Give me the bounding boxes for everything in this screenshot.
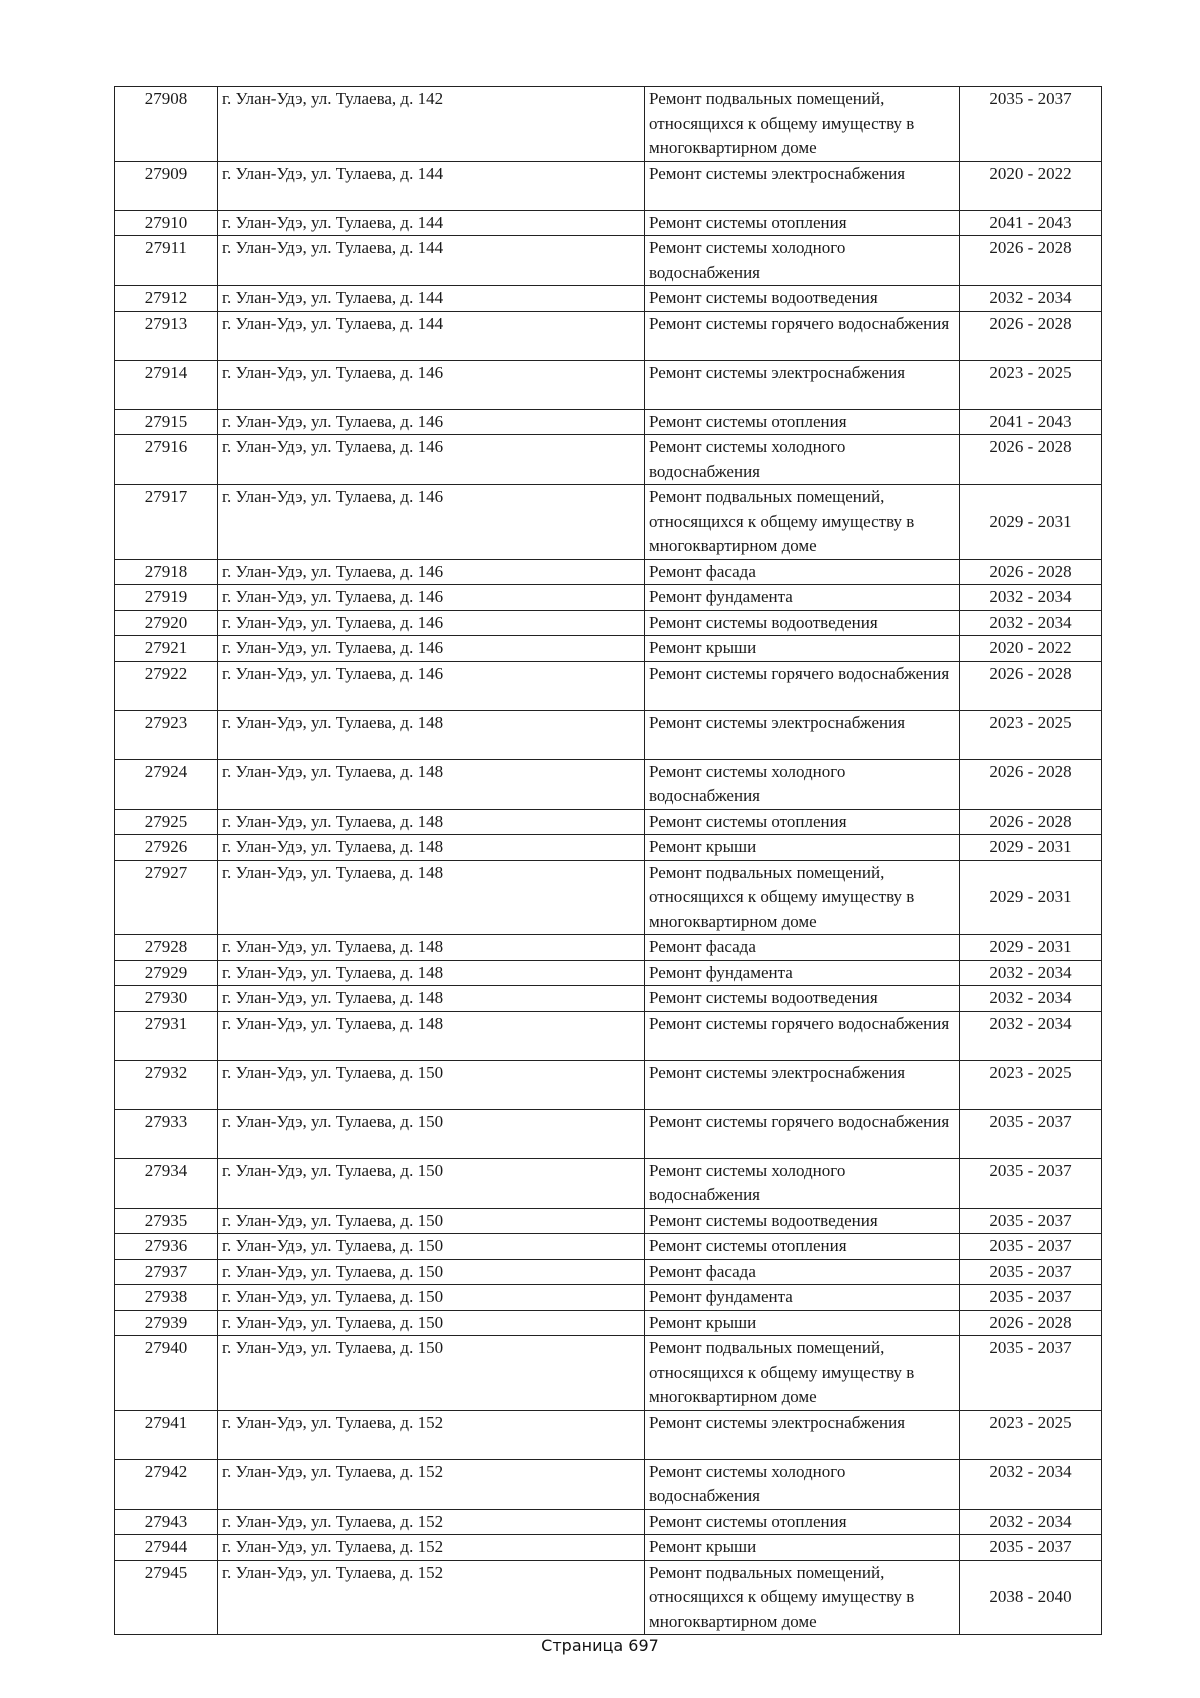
row-address: г. Улан-Удэ, ул. Тулаева, д. 150	[218, 1060, 645, 1109]
row-work-type: Ремонт системы холодного водоснабжения	[645, 759, 960, 809]
table-row	[115, 1336, 1102, 1411]
row-address: г. Улан-Удэ, ул. Тулаева, д. 144	[218, 311, 645, 360]
row-number: 27938	[115, 1285, 218, 1311]
row-number: 27935	[115, 1208, 218, 1234]
row-period: 2032 - 2034	[960, 1011, 1102, 1060]
row-work-type: Ремонт крыши	[645, 636, 960, 662]
table-row	[115, 860, 1102, 935]
row-address: г. Улан-Удэ, ул. Тулаева, д. 152	[218, 1560, 645, 1635]
table-row	[115, 636, 1102, 662]
row-number: 27933	[115, 1109, 218, 1158]
row-period: 2029 - 2031	[960, 935, 1102, 961]
row-period: 2026 - 2028	[960, 809, 1102, 835]
row-period: 2023 - 2025	[960, 1410, 1102, 1459]
table-row	[115, 1410, 1102, 1459]
row-number: 27912	[115, 286, 218, 312]
row-period: 2026 - 2028	[960, 1310, 1102, 1336]
table-row	[115, 1011, 1102, 1060]
table-row	[115, 1208, 1102, 1234]
row-number: 27937	[115, 1259, 218, 1285]
table-row	[115, 1234, 1102, 1260]
table-row	[115, 286, 1102, 312]
row-number: 27932	[115, 1060, 218, 1109]
row-work-type: Ремонт системы электроснабжения	[645, 710, 960, 759]
table-row	[115, 986, 1102, 1012]
row-number: 27909	[115, 161, 218, 210]
row-address: г. Улан-Удэ, ул. Тулаева, д. 148	[218, 1011, 645, 1060]
row-work-type: Ремонт системы отопления	[645, 1509, 960, 1535]
row-address: г. Улан-Удэ, ул. Тулаева, д. 148	[218, 759, 645, 809]
row-address: г. Улан-Удэ, ул. Тулаева, д. 146	[218, 435, 645, 485]
row-address: г. Улан-Удэ, ул. Тулаева, д. 146	[218, 585, 645, 611]
table-row	[115, 835, 1102, 861]
row-period: 2032 - 2034	[960, 986, 1102, 1012]
row-work-type: Ремонт фундамента	[645, 1285, 960, 1311]
row-period: 2020 - 2022	[960, 161, 1102, 210]
row-period: 2041 - 2043	[960, 409, 1102, 435]
row-number: 27917	[115, 485, 218, 560]
row-work-type: Ремонт фасада	[645, 1259, 960, 1285]
row-number: 27941	[115, 1410, 218, 1459]
row-address: г. Улан-Удэ, ул. Тулаева, д. 148	[218, 710, 645, 759]
table-row	[115, 1259, 1102, 1285]
row-period: 2020 - 2022	[960, 636, 1102, 662]
row-number: 27913	[115, 311, 218, 360]
row-number: 27927	[115, 860, 218, 935]
row-number: 27936	[115, 1234, 218, 1260]
row-work-type: Ремонт системы отопления	[645, 1234, 960, 1260]
row-work-type: Ремонт системы электроснабжения	[645, 161, 960, 210]
row-address: г. Улан-Удэ, ул. Тулаева, д. 142	[218, 87, 645, 162]
row-period: 2035 - 2037	[960, 1259, 1102, 1285]
row-work-type: Ремонт подвальных помещений, относящихся к общему имуществу в многоквартирном доме	[645, 860, 960, 935]
row-work-type: Ремонт системы отопления	[645, 809, 960, 835]
row-period: 2029 - 2031	[960, 485, 1102, 560]
row-work-type: Ремонт фундамента	[645, 960, 960, 986]
row-period: 2026 - 2028	[960, 435, 1102, 485]
row-number: 27922	[115, 661, 218, 710]
row-number: 27930	[115, 986, 218, 1012]
row-period: 2032 - 2034	[960, 610, 1102, 636]
row-number: 27923	[115, 710, 218, 759]
row-period: 2023 - 2025	[960, 710, 1102, 759]
row-address: г. Улан-Удэ, ул. Тулаева, д. 144	[218, 161, 645, 210]
table-row	[115, 1310, 1102, 1336]
row-work-type: Ремонт крыши	[645, 1535, 960, 1561]
row-address: г. Улан-Удэ, ул. Тулаева, д. 150	[218, 1208, 645, 1234]
row-number: 27914	[115, 360, 218, 409]
row-address: г. Улан-Удэ, ул. Тулаева, д. 150	[218, 1285, 645, 1311]
row-work-type: Ремонт фундамента	[645, 585, 960, 611]
row-number: 27945	[115, 1560, 218, 1635]
table-row	[115, 1535, 1102, 1561]
row-address: г. Улан-Удэ, ул. Тулаева, д. 146	[218, 559, 645, 585]
row-address: г. Улан-Удэ, ул. Тулаева, д. 150	[218, 1109, 645, 1158]
row-work-type: Ремонт системы горячего водоснабжения	[645, 1109, 960, 1158]
row-period: 2032 - 2034	[960, 1459, 1102, 1509]
row-number: 27915	[115, 409, 218, 435]
row-number: 27916	[115, 435, 218, 485]
row-number: 27911	[115, 236, 218, 286]
row-number: 27920	[115, 610, 218, 636]
row-period: 2035 - 2037	[960, 1285, 1102, 1311]
row-period: 2032 - 2034	[960, 585, 1102, 611]
row-number: 27934	[115, 1158, 218, 1208]
row-work-type: Ремонт крыши	[645, 1310, 960, 1336]
row-period: 2035 - 2037	[960, 1336, 1102, 1411]
row-number: 27926	[115, 835, 218, 861]
row-address: г. Улан-Удэ, ул. Тулаева, д. 146	[218, 409, 645, 435]
row-number: 27931	[115, 1011, 218, 1060]
row-period: 2023 - 2025	[960, 360, 1102, 409]
row-address: г. Улан-Удэ, ул. Тулаева, д. 148	[218, 809, 645, 835]
row-work-type: Ремонт системы водоотведения	[645, 986, 960, 1012]
row-address: г. Улан-Удэ, ул. Тулаева, д. 146	[218, 610, 645, 636]
row-number: 27943	[115, 1509, 218, 1535]
row-work-type: Ремонт крыши	[645, 835, 960, 861]
row-number: 27924	[115, 759, 218, 809]
row-address: г. Улан-Удэ, ул. Тулаева, д. 144	[218, 210, 645, 236]
row-address: г. Улан-Удэ, ул. Тулаева, д. 150	[218, 1336, 645, 1411]
row-number: 27939	[115, 1310, 218, 1336]
row-address: г. Улан-Удэ, ул. Тулаева, д. 144	[218, 236, 645, 286]
row-address: г. Улан-Удэ, ул. Тулаева, д. 146	[218, 661, 645, 710]
table-row	[115, 610, 1102, 636]
row-address: г. Улан-Удэ, ул. Тулаева, д. 148	[218, 860, 645, 935]
row-period: 2035 - 2037	[960, 1109, 1102, 1158]
table-row	[115, 161, 1102, 210]
table-row	[115, 1109, 1102, 1158]
row-work-type: Ремонт системы холодного водоснабжения	[645, 1158, 960, 1208]
row-address: г. Улан-Удэ, ул. Тулаева, д. 148	[218, 986, 645, 1012]
table-row	[115, 210, 1102, 236]
row-address: г. Улан-Удэ, ул. Тулаева, д. 148	[218, 835, 645, 861]
table-row	[115, 311, 1102, 360]
row-address: г. Улан-Удэ, ул. Тулаева, д. 150	[218, 1259, 645, 1285]
row-period: 2035 - 2037	[960, 1234, 1102, 1260]
row-period: 2026 - 2028	[960, 559, 1102, 585]
row-period: 2032 - 2034	[960, 286, 1102, 312]
row-work-type: Ремонт системы холодного водоснабжения	[645, 1459, 960, 1509]
row-period: 2026 - 2028	[960, 311, 1102, 360]
row-work-type: Ремонт системы водоотведения	[645, 1208, 960, 1234]
table-row	[115, 1509, 1102, 1535]
row-work-type: Ремонт системы электроснабжения	[645, 360, 960, 409]
row-number: 27940	[115, 1336, 218, 1411]
row-address: г. Улан-Удэ, ул. Тулаева, д. 150	[218, 1310, 645, 1336]
row-period: 2035 - 2037	[960, 1208, 1102, 1234]
row-number: 27908	[115, 87, 218, 162]
table-row	[115, 435, 1102, 485]
row-work-type: Ремонт системы горячего водоснабжения	[645, 311, 960, 360]
table-row	[115, 485, 1102, 560]
table-row	[115, 759, 1102, 809]
row-work-type: Ремонт фасада	[645, 935, 960, 961]
table-row	[115, 1060, 1102, 1109]
row-address: г. Улан-Удэ, ул. Тулаева, д. 152	[218, 1410, 645, 1459]
page-number: Страница 697	[541, 1636, 659, 1655]
row-period: 2032 - 2034	[960, 1509, 1102, 1535]
row-address: г. Улан-Удэ, ул. Тулаева, д. 148	[218, 960, 645, 986]
table-row	[115, 87, 1102, 162]
row-period: 2029 - 2031	[960, 835, 1102, 861]
row-address: г. Улан-Удэ, ул. Тулаева, д. 150	[218, 1158, 645, 1208]
table-row	[115, 409, 1102, 435]
row-number: 27944	[115, 1535, 218, 1561]
row-period: 2026 - 2028	[960, 661, 1102, 710]
table-row	[115, 1285, 1102, 1311]
row-work-type: Ремонт подвальных помещений, относящихся к общему имуществу в многоквартирном доме	[645, 485, 960, 560]
table-row	[115, 960, 1102, 986]
row-address: г. Улан-Удэ, ул. Тулаева, д. 144	[218, 286, 645, 312]
table-row	[115, 360, 1102, 409]
row-period: 2026 - 2028	[960, 236, 1102, 286]
row-address: г. Улан-Удэ, ул. Тулаева, д. 150	[218, 1234, 645, 1260]
row-work-type: Ремонт подвальных помещений, относящихся к общему имуществу в многоквартирном доме	[645, 87, 960, 162]
table-row	[115, 1560, 1102, 1635]
row-work-type: Ремонт системы горячего водоснабжения	[645, 1011, 960, 1060]
row-period: 2035 - 2037	[960, 1158, 1102, 1208]
row-address: г. Улан-Удэ, ул. Тулаева, д. 146	[218, 485, 645, 560]
table-row	[115, 1459, 1102, 1509]
repair-schedule-table	[114, 86, 1102, 1635]
row-work-type: Ремонт системы водоотведения	[645, 286, 960, 312]
row-work-type: Ремонт системы электроснабжения	[645, 1060, 960, 1109]
row-number: 27942	[115, 1459, 218, 1509]
row-address: г. Улан-Удэ, ул. Тулаева, д. 152	[218, 1535, 645, 1561]
row-address: г. Улан-Удэ, ул. Тулаева, д. 146	[218, 636, 645, 662]
row-work-type: Ремонт подвальных помещений, относящихся к общему имуществу в многоквартирном доме	[645, 1560, 960, 1635]
row-number: 27925	[115, 809, 218, 835]
table-row	[115, 661, 1102, 710]
row-work-type: Ремонт системы холодного водоснабжения	[645, 236, 960, 286]
row-work-type: Ремонт фасада	[645, 559, 960, 585]
row-work-type: Ремонт системы электроснабжения	[645, 1410, 960, 1459]
row-number: 27928	[115, 935, 218, 961]
table-row	[115, 236, 1102, 286]
row-work-type: Ремонт подвальных помещений, относящихся к общему имуществу в многоквартирном доме	[645, 1336, 960, 1411]
row-period: 2035 - 2037	[960, 1535, 1102, 1561]
row-period: 2023 - 2025	[960, 1060, 1102, 1109]
table-body	[115, 87, 1102, 1635]
table-row	[115, 809, 1102, 835]
row-address: г. Улан-Удэ, ул. Тулаева, д. 148	[218, 935, 645, 961]
table-row	[115, 585, 1102, 611]
row-period: 2029 - 2031	[960, 860, 1102, 935]
row-work-type: Ремонт системы отопления	[645, 210, 960, 236]
row-period: 2032 - 2034	[960, 960, 1102, 986]
table-row	[115, 1158, 1102, 1208]
row-address: г. Улан-Удэ, ул. Тулаева, д. 152	[218, 1459, 645, 1509]
row-work-type: Ремонт системы водоотведения	[645, 610, 960, 636]
row-work-type: Ремонт системы горячего водоснабжения	[645, 661, 960, 710]
row-work-type: Ремонт системы холодного водоснабжения	[645, 435, 960, 485]
row-number: 27929	[115, 960, 218, 986]
row-period: 2041 - 2043	[960, 210, 1102, 236]
row-number: 27919	[115, 585, 218, 611]
row-period: 2035 - 2037	[960, 87, 1102, 162]
row-number: 27910	[115, 210, 218, 236]
row-number: 27918	[115, 559, 218, 585]
row-address: г. Улан-Удэ, ул. Тулаева, д. 152	[218, 1509, 645, 1535]
row-period: 2026 - 2028	[960, 759, 1102, 809]
table-row	[115, 935, 1102, 961]
row-number: 27921	[115, 636, 218, 662]
table-row	[115, 710, 1102, 759]
table-row	[115, 559, 1102, 585]
row-period: 2038 - 2040	[960, 1560, 1102, 1635]
row-work-type: Ремонт системы отопления	[645, 409, 960, 435]
row-address: г. Улан-Удэ, ул. Тулаева, д. 146	[218, 360, 645, 409]
